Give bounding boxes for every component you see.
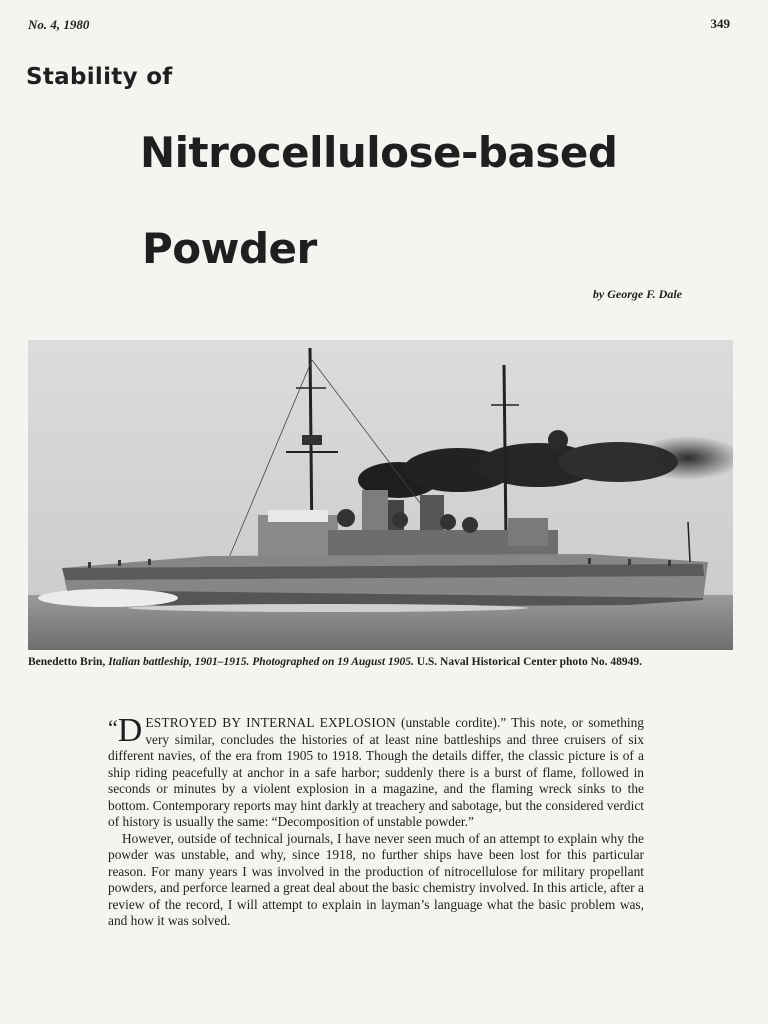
article-title-line-2: Nitrocellulose-based <box>140 128 618 177</box>
caption-ship-name: Benedetto Brin, <box>28 656 106 668</box>
byline: by George F. Dale <box>592 287 682 301</box>
paragraph-1-text: (unstable cordite).” This note, or something very similar, concludes the histories of at least nine battleships and three cruisers of six different navies, of the era from 1905 to 1918. Though the details differ, the classic picture is of a ship riding peacefully at anchor in a safe harbor; suddenly there is a burst of flame, followed in seconds or minutes by a violent explosion in a magazine, and the flaming wreck sinks to the bottom. Contemporary reports may hint darkly at treachery and sabotage, but the considered verdict of history is usually the same: “Decomposition of unstable powder.” <box>108 715 644 829</box>
article-title-line-1: Stability of <box>26 64 173 90</box>
photo-caption <box>28 656 748 668</box>
article-body <box>108 712 644 930</box>
lead-caps: ESTROYED BY INTERNAL EXPLOSION <box>145 715 396 730</box>
page-number: 349 <box>710 16 730 31</box>
opening-quote: “ <box>108 715 118 740</box>
caption-details: Italian battleship, 1901–1915. Photographed on 19 August 1905. <box>105 656 414 668</box>
article-title-line-3: Powder <box>142 224 317 273</box>
issue-label: No. 4, 1980 <box>28 17 90 32</box>
drop-cap: D <box>117 712 143 749</box>
article-paragraph-2: However, outside of technical journals, I have never seen much of an attempt to explain why the powder was unstable, and why, since 1918, no further ships have been lost for this particular reason. For many years I was involved in the production of nitrocellulose for military propellant powders, and perforce learned a great deal about the basic chemistry involved. In this article, after a review of the record, I will attempt to explain in layman’s language what the basic problem was, and how it was solved. <box>108 830 644 928</box>
article-paragraph-1 <box>108 712 644 831</box>
battleship-photo <box>28 340 733 650</box>
caption-credit: U.S. Naval Historical Center photo No. 48949. <box>413 656 643 668</box>
